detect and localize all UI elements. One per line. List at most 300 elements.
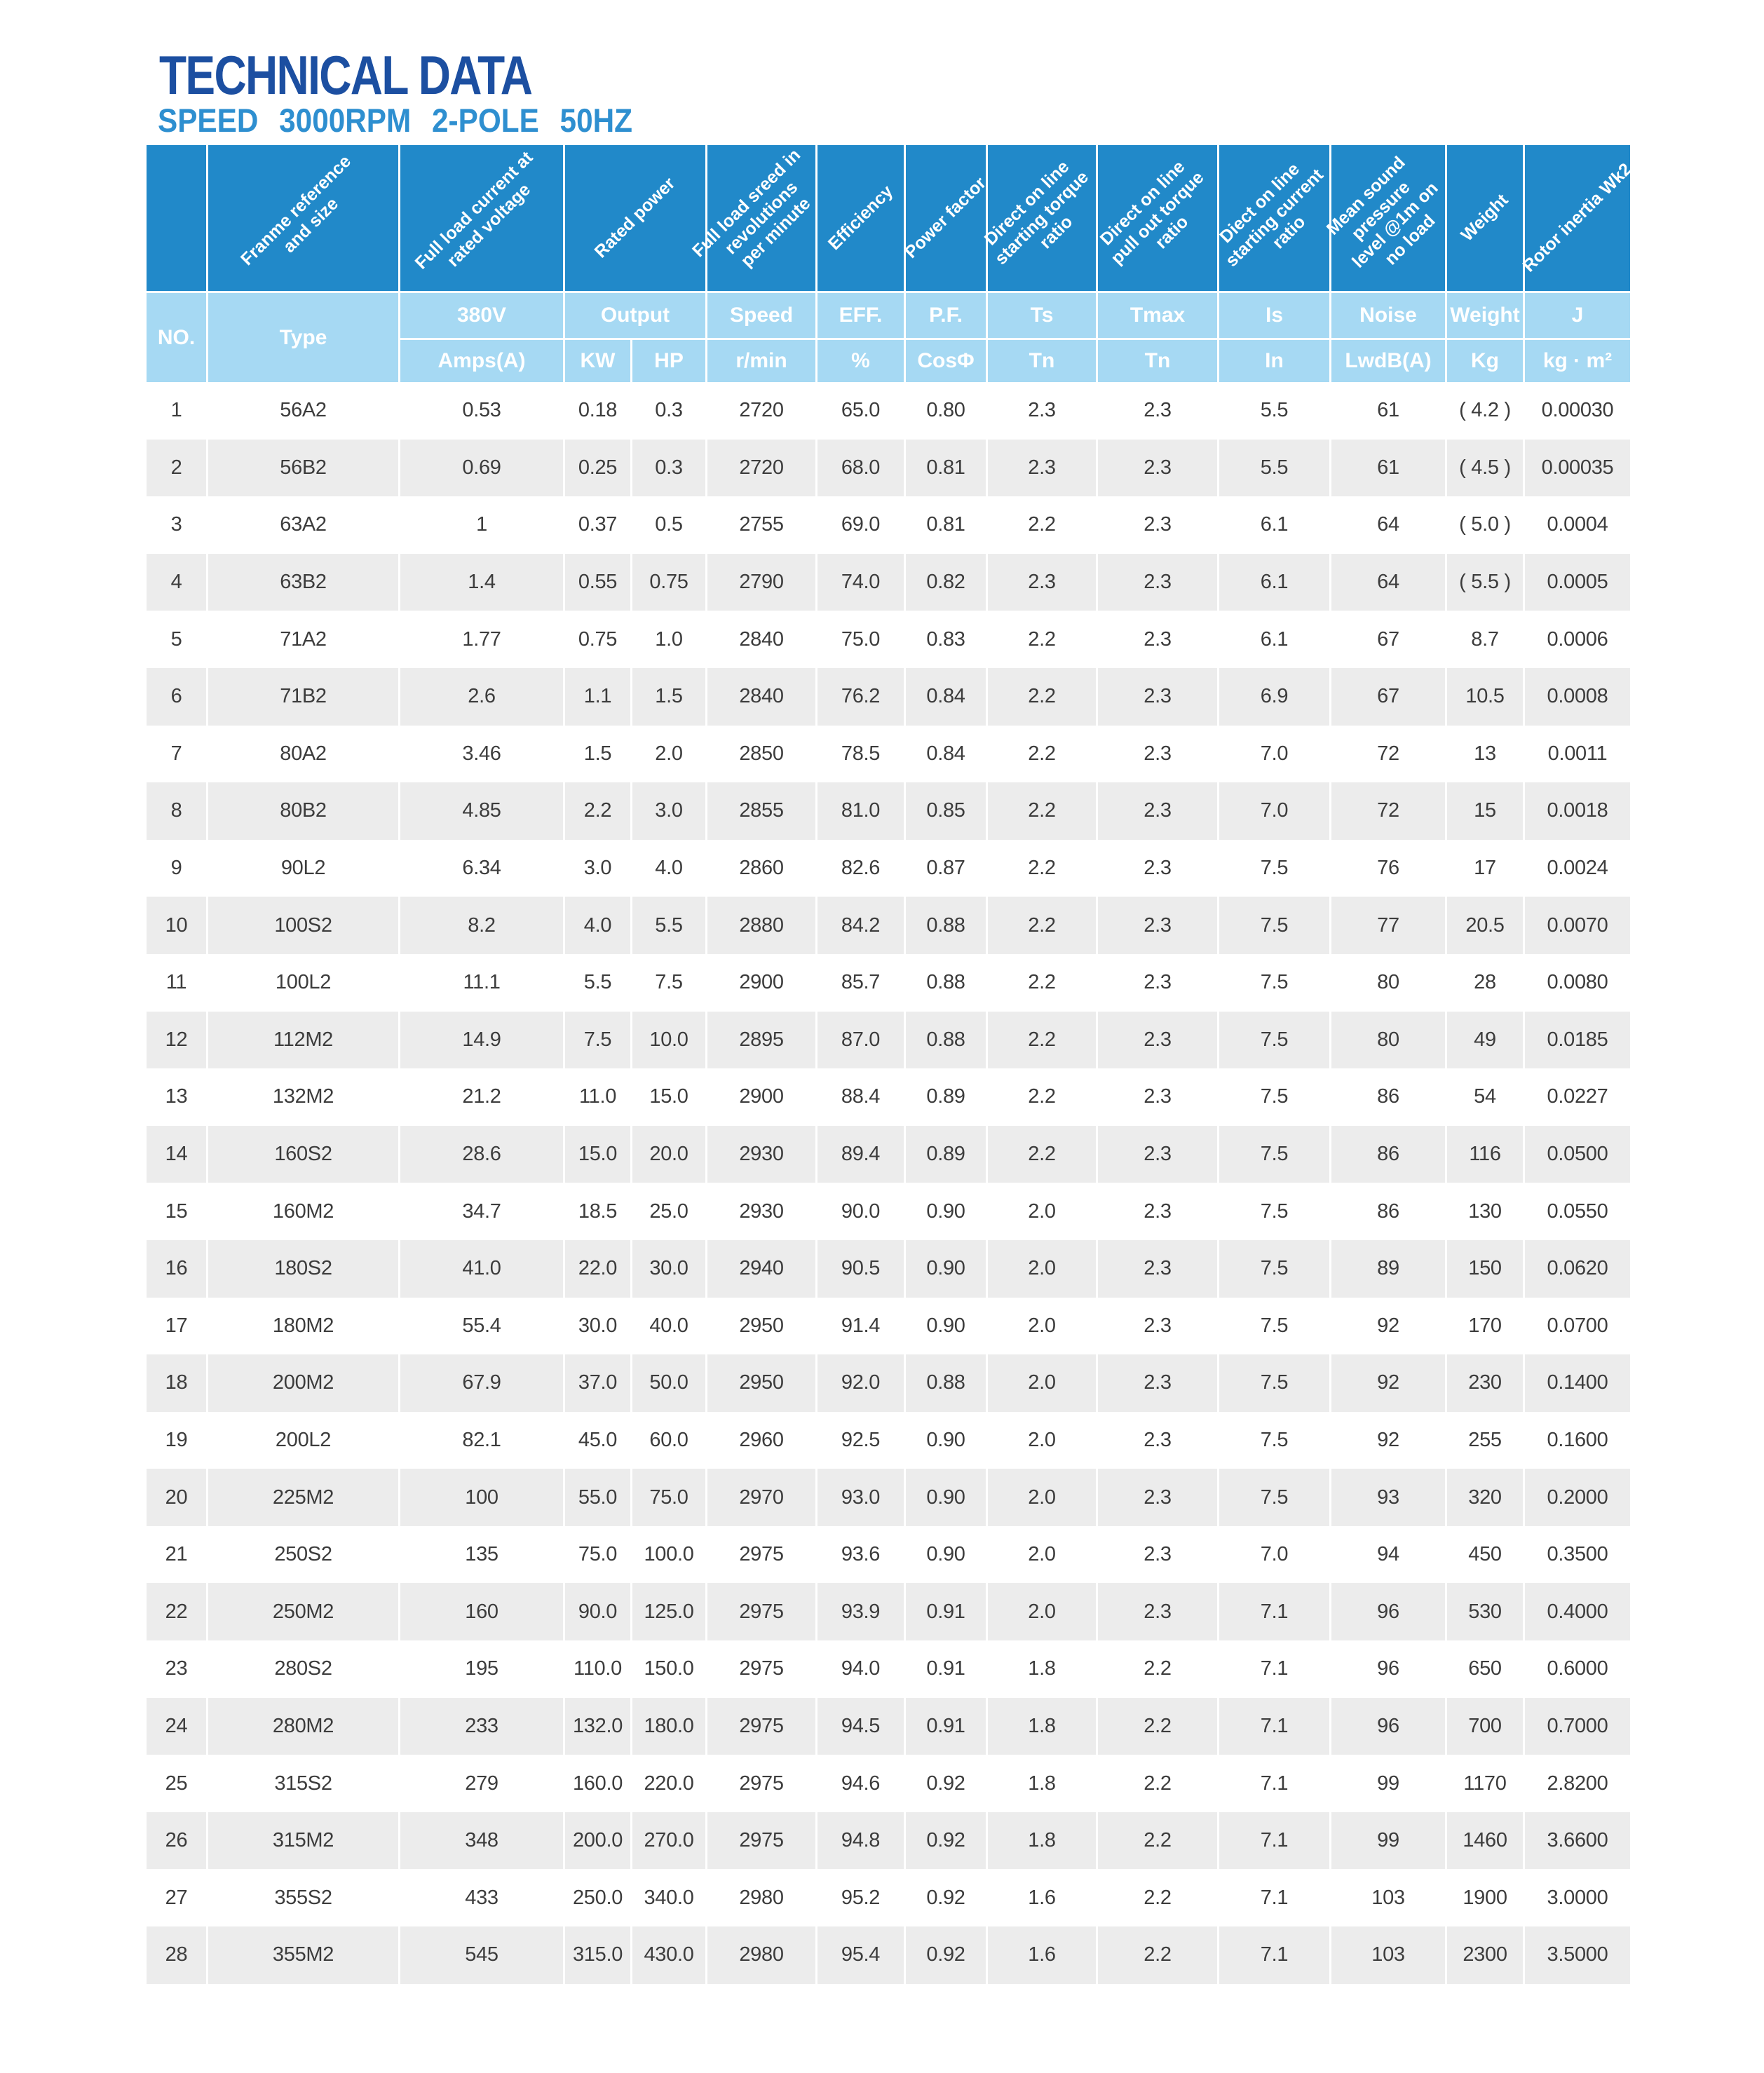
column-header-starting-current	[1217, 145, 1329, 291]
cell-weight: 49	[1445, 1012, 1523, 1069]
subheader-tmax: Tmax	[1096, 293, 1217, 338]
cell-pf: 0.87	[904, 840, 986, 897]
cell-no: 1	[170, 399, 182, 422]
cell-amps: 1	[398, 496, 563, 554]
cell-j: 0.0080	[1523, 954, 1630, 1012]
cell-eff: 85.7	[815, 954, 904, 1012]
cell-type: 63A2	[206, 496, 398, 554]
cell-ts: 1.6	[986, 1869, 1096, 1926]
cell-pf: 0.88	[904, 1354, 986, 1412]
cell-weight: 255	[1445, 1412, 1523, 1469]
cell-speed: 2895	[705, 1012, 815, 1069]
cell-pf: 0.90	[904, 1298, 986, 1355]
cell-j: 0.0006	[1523, 611, 1630, 668]
cell-type: 160S2	[206, 1126, 398, 1183]
cell-is: 7.5	[1217, 1469, 1329, 1526]
cell-speed: 2975	[705, 1583, 815, 1640]
cell-type: 160M2	[206, 1183, 398, 1240]
cell-tmax: 2.3	[1096, 897, 1217, 954]
cell-weight: 170	[1445, 1298, 1523, 1355]
column-header-type	[206, 145, 398, 291]
subheader-voltage: 380V	[398, 293, 563, 338]
column-header-power	[563, 145, 705, 291]
cell-speed: 2720	[705, 382, 815, 440]
technical-data-table	[147, 145, 1636, 1984]
table-row	[147, 1183, 1630, 1240]
column-header-label: Efficiency	[824, 181, 897, 254]
cell-tmax: 2.2	[1096, 1698, 1217, 1755]
cell-hp: 4.0	[630, 840, 705, 897]
cell-kw: 0.75	[563, 611, 630, 668]
cell-noise: 103	[1329, 1926, 1445, 1984]
cell-tmax: 2.2	[1096, 1812, 1217, 1870]
cell-type: 112M2	[206, 1012, 398, 1069]
cell-speed: 2940	[705, 1240, 815, 1298]
cell-ts: 1.8	[986, 1698, 1096, 1755]
cell-ts: 2.2	[986, 897, 1096, 954]
cell-kw: 18.5	[563, 1183, 630, 1240]
cell-pf: 0.89	[904, 1068, 986, 1126]
cell-eff: 93.6	[815, 1526, 904, 1584]
cell-amps: 2.6	[398, 668, 563, 726]
cell-kw: 315.0	[563, 1926, 630, 1984]
cell-weight: 54	[1445, 1068, 1523, 1126]
cell-amps: 21.2	[398, 1068, 563, 1126]
cell-hp: 1.0	[630, 611, 705, 668]
cell-is: 6.1	[1217, 554, 1329, 611]
cell-ts: 1.8	[986, 1812, 1096, 1870]
cell-noise: 80	[1329, 1012, 1445, 1069]
cell-type: 280S2	[206, 1640, 398, 1698]
cell-kw: 200.0	[563, 1812, 630, 1870]
subheader-amps: Amps(A)	[398, 338, 563, 382]
cell-no: 19	[165, 1428, 188, 1451]
cell-type: 180S2	[206, 1240, 398, 1298]
cell-no: 15	[165, 1199, 188, 1223]
cell-hp: 2.0	[630, 726, 705, 783]
cell-is: 7.5	[1217, 1354, 1329, 1412]
subheader-no: NO.	[157, 325, 196, 349]
cell-is: 7.1	[1217, 1583, 1329, 1640]
cell-weight: 230	[1445, 1354, 1523, 1412]
cell-hp: 40.0	[630, 1298, 705, 1355]
cell-ts: 2.0	[986, 1583, 1096, 1640]
cell-type: 180M2	[206, 1298, 398, 1355]
cell-j: 0.00035	[1523, 440, 1630, 497]
cell-kw: 2.2	[563, 782, 630, 840]
table-row	[147, 1012, 1630, 1069]
cell-j: 0.0700	[1523, 1298, 1630, 1355]
cell-no: 21	[165, 1543, 188, 1566]
subheader-tn1: Tn	[986, 338, 1096, 382]
cell-j: 0.0024	[1523, 840, 1630, 897]
cell-ts: 2.2	[986, 1012, 1096, 1069]
cell-type: 132M2	[206, 1068, 398, 1126]
column-header-pull-out-torque	[1096, 145, 1217, 291]
table-row	[147, 1869, 1630, 1926]
cell-amps: 41.0	[398, 1240, 563, 1298]
cell-speed: 2850	[705, 726, 815, 783]
cell-pf: 0.92	[904, 1926, 986, 1984]
table-row	[147, 1126, 1630, 1183]
cell-ts: 2.3	[986, 382, 1096, 440]
cell-eff: 90.5	[815, 1240, 904, 1298]
column-header-label: Power factor	[901, 173, 990, 262]
cell-tmax: 2.3	[1096, 1012, 1217, 1069]
cell-eff: 78.5	[815, 726, 904, 783]
cell-is: 7.0	[1217, 1526, 1329, 1584]
cell-pf: 0.81	[904, 496, 986, 554]
column-header-no	[147, 145, 206, 291]
cell-is: 7.1	[1217, 1755, 1329, 1812]
cell-hp: 60.0	[630, 1412, 705, 1469]
cell-amps: 34.7	[398, 1183, 563, 1240]
cell-ts: 2.0	[986, 1240, 1096, 1298]
cell-pf: 0.88	[904, 1012, 986, 1069]
cell-amps: 8.2	[398, 897, 563, 954]
cell-noise: 103	[1329, 1869, 1445, 1926]
cell-tmax: 2.3	[1096, 1469, 1217, 1526]
column-header-starting-torque	[980, 145, 1096, 291]
cell-hp: 7.5	[630, 954, 705, 1012]
cell-weight: 650	[1445, 1640, 1523, 1698]
cell-weight: ( 4.5 )	[1445, 440, 1523, 497]
cell-tmax: 2.3	[1096, 782, 1217, 840]
cell-hp: 125.0	[630, 1583, 705, 1640]
cell-no: 16	[165, 1257, 188, 1280]
cell-eff: 74.0	[815, 554, 904, 611]
cell-weight: 10.5	[1445, 668, 1523, 726]
cell-kw: 4.0	[563, 897, 630, 954]
cell-noise: 64	[1329, 554, 1445, 611]
cell-weight: 530	[1445, 1583, 1523, 1640]
cell-weight: 13	[1445, 726, 1523, 783]
column-header-label: Rotor inertia Wk2	[1519, 159, 1636, 276]
cell-pf: 0.90	[904, 1240, 986, 1298]
cell-type: 355S2	[206, 1869, 398, 1926]
cell-j: 0.0227	[1523, 1068, 1630, 1126]
cell-type: 200M2	[206, 1354, 398, 1412]
column-header-label: Franme reference and size	[236, 151, 355, 270]
cell-type: 100S2	[206, 897, 398, 954]
cell-kw: 0.37	[563, 496, 630, 554]
cell-eff: 88.4	[815, 1068, 904, 1126]
cell-tmax: 2.3	[1096, 1240, 1217, 1298]
cell-is: 7.5	[1217, 1012, 1329, 1069]
cell-tmax: 2.3	[1096, 1526, 1217, 1584]
cell-tmax: 2.3	[1096, 840, 1217, 897]
table-row	[147, 1354, 1630, 1412]
cell-amps: 14.9	[398, 1012, 563, 1069]
cell-amps: 433	[398, 1869, 563, 1926]
column-header-weight	[1445, 145, 1523, 291]
cell-kw: 0.18	[563, 382, 630, 440]
column-header-label: Full load sreed in revolutions per minute	[688, 145, 815, 271]
cell-hp: 75.0	[630, 1469, 705, 1526]
cell-amps: 279	[398, 1755, 563, 1812]
cell-hp: 0.3	[630, 382, 705, 440]
cell-pf: 0.92	[904, 1755, 986, 1812]
table-row	[147, 611, 1630, 668]
cell-j: 0.4000	[1523, 1583, 1630, 1640]
table-row	[147, 954, 1630, 1012]
cell-ts: 2.0	[986, 1354, 1096, 1412]
cell-no: 27	[165, 1886, 188, 1909]
cell-speed: 2860	[705, 840, 815, 897]
cell-j: 2.8200	[1523, 1755, 1630, 1812]
cell-ts: 1.6	[986, 1926, 1096, 1984]
column-header-label: Diect on line starting current ratio	[1215, 159, 1327, 271]
cell-j: 0.2000	[1523, 1469, 1630, 1526]
cell-pf: 0.90	[904, 1412, 986, 1469]
cell-amps: 348	[398, 1812, 563, 1870]
cell-ts: 2.3	[986, 554, 1096, 611]
cell-hp: 220.0	[630, 1755, 705, 1812]
table-row	[147, 726, 1630, 783]
cell-kw: 37.0	[563, 1354, 630, 1412]
subheader-lwdb: LwdB(A)	[1329, 338, 1445, 382]
cell-is: 7.5	[1217, 954, 1329, 1012]
column-header-noise	[1322, 145, 1445, 291]
subheader-is: Is	[1217, 293, 1329, 338]
cell-noise: 92	[1329, 1298, 1445, 1355]
cell-speed: 2960	[705, 1412, 815, 1469]
cell-tmax: 2.2	[1096, 1755, 1217, 1812]
cell-pf: 0.88	[904, 954, 986, 1012]
cell-speed: 2900	[705, 954, 815, 1012]
cell-eff: 93.0	[815, 1469, 904, 1526]
subheader-in: In	[1217, 338, 1329, 382]
cell-speed: 2975	[705, 1755, 815, 1812]
cell-speed: 2970	[705, 1469, 815, 1526]
cell-type: 71A2	[206, 611, 398, 668]
cell-hp: 150.0	[630, 1640, 705, 1698]
subheader-kg: Kg	[1445, 338, 1523, 382]
subheader-j: J	[1523, 293, 1630, 338]
cell-weight: ( 4.2 )	[1445, 382, 1523, 440]
cell-eff: 82.6	[815, 840, 904, 897]
cell-weight: 1170	[1445, 1755, 1523, 1812]
table-row	[147, 1755, 1630, 1812]
cell-weight: ( 5.0 )	[1445, 496, 1523, 554]
cell-is: 7.5	[1217, 1298, 1329, 1355]
column-header-label: Mean sound pressure level @1m on no load	[1322, 152, 1442, 272]
cell-ts: 2.3	[986, 440, 1096, 497]
cell-speed: 2840	[705, 668, 815, 726]
cell-weight: 150	[1445, 1240, 1523, 1298]
cell-eff: 75.0	[815, 611, 904, 668]
table-row	[147, 382, 1630, 440]
cell-tmax: 2.3	[1096, 554, 1217, 611]
cell-type: 355M2	[206, 1926, 398, 1984]
cell-amps: 3.46	[398, 726, 563, 783]
cell-speed: 2950	[705, 1354, 815, 1412]
cell-no: 18	[165, 1371, 188, 1394]
cell-type: 225M2	[206, 1469, 398, 1526]
cell-j: 3.6600	[1523, 1812, 1630, 1870]
cell-j: 0.3500	[1523, 1526, 1630, 1584]
cell-pf: 0.84	[904, 668, 986, 726]
cell-is: 7.0	[1217, 726, 1329, 783]
cell-kw: 22.0	[563, 1240, 630, 1298]
table-row	[147, 897, 1630, 954]
table-row	[147, 1526, 1630, 1584]
cell-no: 17	[165, 1314, 188, 1337]
column-header-rotor-inertia	[1519, 145, 1636, 291]
table-row	[147, 1583, 1630, 1640]
cell-type: 315S2	[206, 1755, 398, 1812]
cell-tmax: 2.3	[1096, 440, 1217, 497]
cell-hp: 30.0	[630, 1240, 705, 1298]
cell-tmax: 2.3	[1096, 668, 1217, 726]
cell-eff: 94.6	[815, 1755, 904, 1812]
cell-weight: 15	[1445, 782, 1523, 840]
cell-speed: 2930	[705, 1183, 815, 1240]
table-header-diagonal	[147, 145, 1636, 291]
cell-tmax: 2.3	[1096, 382, 1217, 440]
cell-noise: 61	[1329, 440, 1445, 497]
cell-eff: 92.0	[815, 1354, 904, 1412]
cell-noise: 96	[1329, 1640, 1445, 1698]
cell-eff: 94.0	[815, 1640, 904, 1698]
table-row	[147, 1298, 1630, 1355]
cell-ts: 2.2	[986, 782, 1096, 840]
cell-j: 0.0185	[1523, 1012, 1630, 1069]
cell-tmax: 2.3	[1096, 1068, 1217, 1126]
cell-type: 315M2	[206, 1812, 398, 1870]
cell-hp: 25.0	[630, 1183, 705, 1240]
cell-amps: 55.4	[398, 1298, 563, 1355]
cell-is: 7.5	[1217, 840, 1329, 897]
cell-is: 7.5	[1217, 897, 1329, 954]
cell-is: 7.1	[1217, 1698, 1329, 1755]
cell-weight: 8.7	[1445, 611, 1523, 668]
cell-weight: 17	[1445, 840, 1523, 897]
cell-eff: 95.4	[815, 1926, 904, 1984]
column-header-label: Weight	[1457, 190, 1512, 245]
cell-noise: 86	[1329, 1183, 1445, 1240]
cell-speed: 2975	[705, 1812, 815, 1870]
cell-is: 7.1	[1217, 1640, 1329, 1698]
cell-kw: 0.25	[563, 440, 630, 497]
cell-j: 0.0070	[1523, 897, 1630, 954]
cell-no: 25	[165, 1772, 188, 1795]
cell-ts: 2.2	[986, 840, 1096, 897]
cell-no: 7	[170, 742, 182, 765]
cell-weight: 130	[1445, 1183, 1523, 1240]
cell-no: 4	[170, 571, 182, 594]
cell-amps: 135	[398, 1526, 563, 1584]
cell-type: 250S2	[206, 1526, 398, 1584]
cell-no: 9	[170, 857, 182, 880]
cell-ts: 2.0	[986, 1526, 1096, 1584]
subheader-speed: Speed	[705, 293, 815, 338]
column-header-power-factor	[901, 145, 990, 291]
cell-kw: 1.1	[563, 668, 630, 726]
cell-tmax: 2.3	[1096, 1583, 1217, 1640]
cell-noise: 80	[1329, 954, 1445, 1012]
cell-pf: 0.91	[904, 1640, 986, 1698]
cell-ts: 2.2	[986, 496, 1096, 554]
cell-amps: 82.1	[398, 1412, 563, 1469]
cell-type: 80A2	[206, 726, 398, 783]
cell-weight: 320	[1445, 1469, 1523, 1526]
cell-eff: 89.4	[815, 1126, 904, 1183]
cell-tmax: 2.3	[1096, 1126, 1217, 1183]
cell-kw: 1.5	[563, 726, 630, 783]
table-row	[147, 1068, 1630, 1126]
table-row	[147, 1412, 1630, 1469]
cell-is: 6.9	[1217, 668, 1329, 726]
cell-j: 0.6000	[1523, 1640, 1630, 1698]
cell-amps: 6.34	[398, 840, 563, 897]
cell-hp: 0.3	[630, 440, 705, 497]
cell-no: 13	[165, 1085, 188, 1108]
cell-type: 280M2	[206, 1698, 398, 1755]
page-title: TECHNICAL DATA	[159, 44, 532, 106]
cell-pf: 0.90	[904, 1183, 986, 1240]
subheader-kw: KW	[563, 338, 630, 382]
cell-type: 90L2	[206, 840, 398, 897]
cell-hp: 180.0	[630, 1698, 705, 1755]
cell-speed: 2930	[705, 1126, 815, 1183]
table-row	[147, 496, 1630, 554]
table-row	[147, 554, 1630, 611]
cell-hp: 50.0	[630, 1354, 705, 1412]
cell-hp: 270.0	[630, 1812, 705, 1870]
cell-amps: 233	[398, 1698, 563, 1755]
cell-kw: 3.0	[563, 840, 630, 897]
cell-ts: 1.8	[986, 1755, 1096, 1812]
cell-weight: 1900	[1445, 1869, 1523, 1926]
cell-ts: 2.0	[986, 1298, 1096, 1355]
cell-pf: 0.92	[904, 1812, 986, 1870]
cell-speed: 2980	[705, 1869, 815, 1926]
cell-hp: 430.0	[630, 1926, 705, 1984]
cell-amps: 0.53	[398, 382, 563, 440]
cell-j: 0.00030	[1523, 382, 1630, 440]
cell-kw: 160.0	[563, 1755, 630, 1812]
cell-hp: 20.0	[630, 1126, 705, 1183]
cell-weight: 1460	[1445, 1812, 1523, 1870]
table-row	[147, 1240, 1630, 1298]
cell-noise: 67	[1329, 611, 1445, 668]
subheader-hp: HP	[630, 338, 705, 382]
cell-speed: 2755	[705, 496, 815, 554]
subheader-type: Type	[206, 293, 398, 382]
cell-eff: 68.0	[815, 440, 904, 497]
cell-pf: 0.83	[904, 611, 986, 668]
cell-kw: 45.0	[563, 1412, 630, 1469]
cell-j: 0.1600	[1523, 1412, 1630, 1469]
cell-j: 0.0620	[1523, 1240, 1630, 1298]
cell-kw: 132.0	[563, 1698, 630, 1755]
cell-noise: 99	[1329, 1755, 1445, 1812]
cell-pf: 0.91	[904, 1698, 986, 1755]
cell-kw: 11.0	[563, 1068, 630, 1126]
cell-no: 23	[165, 1657, 188, 1680]
cell-no: 10	[165, 913, 188, 937]
cell-no: 14	[165, 1143, 188, 1166]
subheader-cos: CosΦ	[904, 338, 986, 382]
cell-amps: 4.85	[398, 782, 563, 840]
subheader-output: Output	[563, 293, 705, 338]
cell-speed: 2720	[705, 440, 815, 497]
cell-tmax: 2.3	[1096, 496, 1217, 554]
cell-hp: 0.5	[630, 496, 705, 554]
column-header-label: Full load current at rated voltage	[411, 147, 537, 273]
column-header-current	[398, 145, 563, 291]
